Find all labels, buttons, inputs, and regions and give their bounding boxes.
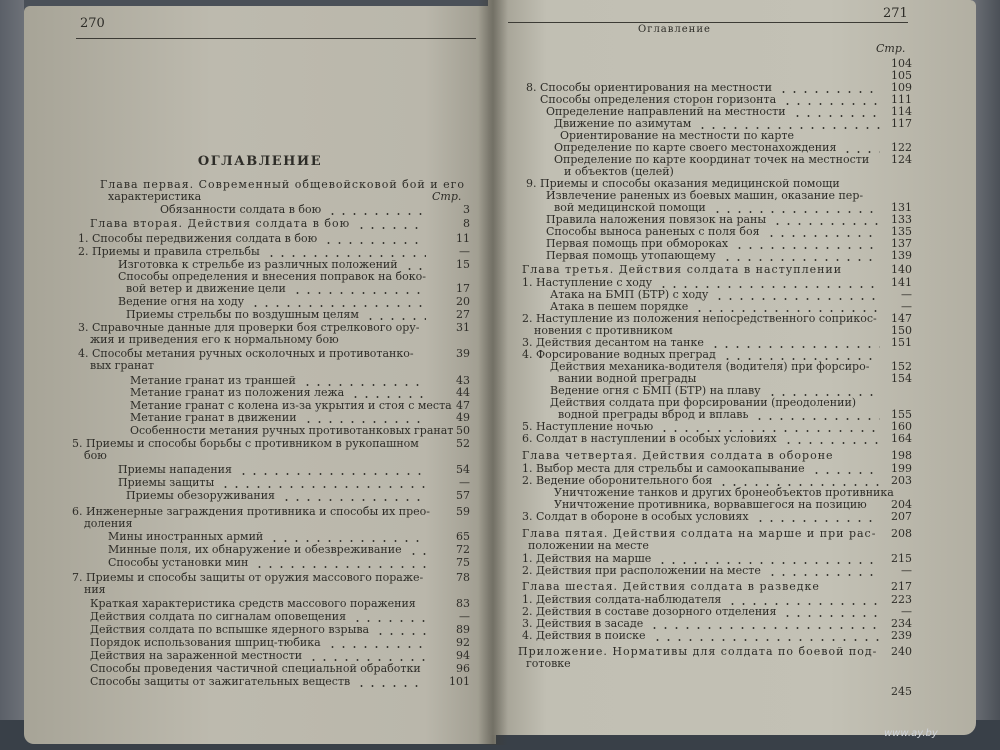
leader-dots [308,659,426,661]
toc-page-number: 152 [891,360,912,373]
toc-entry: Глава пятая. Действия солдата на марше и при рас- [522,527,877,540]
toc-page-number: 17 [456,282,470,295]
leader-dots [250,305,426,307]
toc-entry: Изготовка к стрельбе из различных положений [118,258,398,271]
toc-entry: Метание гранат из положения лежа [130,386,345,399]
toc-page-number: 122 [891,141,912,154]
toc-page-number: 39 [456,347,470,360]
leader-dots [754,418,880,420]
toc-page-number: 109 [891,81,912,94]
toc-entry: Глава третья. Действия солдата в наступлении [522,263,843,276]
toc-page-number: 94 [456,649,470,662]
toc-page-number: 217 [891,580,912,593]
leader-dots [767,574,880,576]
toc-page-number: 75 [456,556,470,569]
left-page [24,6,496,744]
toc-page-number: 111 [891,93,912,106]
header-rule-left [76,38,476,39]
toc-entry: Способы защиты от зажигательных веществ [90,675,351,688]
leader-dots [238,473,426,475]
leader-dots [266,255,426,257]
watermark: www.ay.by [884,728,938,739]
toc-page-number: 240 [891,645,912,658]
toc-page-number: 44 [456,386,470,399]
leader-dots [356,227,426,229]
toc-page-number: 239 [891,629,912,642]
toc-entry: 4. Способы метания ручных осколочных и противотанко- [78,347,414,360]
toc-entry: 4. Действия в поиске [522,629,646,642]
toc-entry: Извлечение раненых из боевых машин, оказание пер- [546,189,864,202]
toc-page-number: 164 [891,432,912,445]
toc-entry: Метание гранат из траншей [130,374,296,387]
leader-dots [772,223,880,225]
toc-entry: Действия механика-водителя (водителя) при форсиро- [550,360,870,373]
toc-entry: Приемы нападения [118,463,232,476]
toc-page-number: — [459,245,470,258]
toc-page-number: 101 [449,675,470,688]
toc-page-number: — [901,564,912,577]
toc-entry: новения с противником [534,324,673,337]
toc-entry: 4. Форсирование водных преград [522,348,716,361]
toc-entry: Способы выноса раненых с поля боя [546,225,760,238]
toc-page-number: 72 [456,543,470,556]
toc-page-number: 52 [456,437,470,450]
toc-entry: 3. Действия в засаде [522,617,644,630]
leader-dots [254,566,426,568]
toc-entry: Правила наложения повязок на раны [546,213,767,226]
toc-page-number: 104 [891,57,912,70]
toc-page-number: 160 [891,420,912,433]
toc-entry: 3. Солдат в обороне в особых условиях [522,510,749,523]
toc-entry: Движение по азимутам [554,117,692,130]
toc-page-number: 135 [891,225,912,238]
toc-page-number: 50 [456,424,470,437]
toc-entry: 1. Способы передвижения солдата в бою [78,232,318,245]
toc-entry: Атака на БМП (БТР) с ходу [550,288,709,301]
leader-dots [220,486,426,488]
toc-entry: Приемы защиты [118,476,215,489]
toc-entry: 6. Солдат в наступлении в особых условиях [522,432,777,445]
toc-entry: 7. Приемы и способы защиты от оружия массового пораже- [72,571,424,584]
toc-entry: Определение направлений на местности [546,105,786,118]
toc-entry: Первая помощь при обмороках [546,237,729,250]
toc-page-number: 105 [891,69,912,82]
toc-page-number: 208 [891,527,912,540]
toc-entry: 2. Ведение оборонительного боя [522,474,713,487]
toc-page-number: — [901,300,912,313]
toc-entry: Способы определения и внесения поправок на боко- [118,270,426,283]
toc-page-number: 151 [891,336,912,349]
toc-entry: 1. Действия солдата-наблюдателя [522,593,722,606]
toc-entry: 2. Действия при расположении на месте [522,564,761,577]
toc-page-number: 15 [456,258,470,271]
toc-entry: доления [84,517,133,530]
toc-page-number: 155 [891,408,912,421]
page-column-label-left: Стр. [432,190,462,203]
toc-entry: Глава шестая. Действия солдата в разведке [522,580,820,593]
leader-dots [327,213,426,215]
toc-entry: Ориентирование на местности по карте [560,129,794,142]
toc-page-number: 57 [456,489,470,502]
leader-dots [352,620,426,622]
toc-page-number: 3 [463,203,470,216]
book-spine-shadow [478,0,508,745]
leader-dots [408,553,426,555]
table-surface-left [0,0,24,750]
page-number-left: 270 [80,16,105,31]
toc-entry: Способы установки мин [108,556,249,569]
toc-entry: Краткая характеристика средств массового поражения [90,597,416,610]
toc-entry: 3. Действия десантом на танке [522,336,704,349]
right-page [488,0,976,735]
leader-dots [303,421,426,423]
toc-entry: Приемы обезоруживания [126,489,275,502]
toc-page-number: — [901,605,912,618]
toc-entry: 2. Действия в составе дозорного отделения [522,605,777,618]
toc-entry: жия и приведения его к нормальному бою [90,333,339,346]
toc-entry: Порядок использования шприц-тюбика [90,636,321,649]
toc-page-number: 133 [891,213,912,226]
toc-entry: Действия солдата при форсировании (преодолении) [550,396,857,409]
toc-entry: вой медицинской помощи [554,201,706,214]
toc-page-number: 114 [891,105,912,118]
toc-entry: 3. Справочные данные для проверки боя стрелкового ору- [78,321,420,334]
toc-page-number: 140 [891,263,912,276]
toc-entry: Действия солдата по сигналам оповещения [90,610,347,623]
toc-page-number: 96 [456,662,470,675]
toc-entry: Уничтожение танков и других бронеобъектов противника [554,486,894,499]
toc-page-number: — [459,610,470,623]
header-rule-right [508,22,908,23]
toc-entry: ния [84,583,106,596]
toc-page-number: 137 [891,237,912,250]
toc-entry: Первая помощь утопающему [546,249,716,262]
leader-dots [375,633,426,635]
leader-dots [323,242,426,244]
toc-page-number: 83 [456,597,470,610]
toc-page-number: 154 [891,372,912,385]
toc-entry: и объектов (целей) [564,165,674,178]
toc-entry: 9. Приемы и способы оказания медицинской помощи [526,177,840,190]
running-head: Оглавление [638,24,711,35]
leader-dots [755,520,880,522]
leader-dots [778,91,880,93]
toc-entry: 2. Наступление из положения непосредственного соприкос- [522,312,877,325]
toc-page-number: 150 [891,324,912,337]
toc-entry: вой ветер и движение цели [126,282,286,295]
toc-entry: Обязанности солдата в бою [160,203,322,216]
toc-entry: характеристика [108,190,202,203]
toc-page-number: 27 [456,308,470,321]
toc-entry: бою [84,449,107,462]
toc-entry: Способы проведения частичной специальной обработки [90,662,421,675]
toc-entry: Минные поля, их обнаружение и обезвреживание [108,543,402,556]
toc-page-number: 117 [891,117,912,130]
toc-entry: Глава вторая. Действия солдата в бою [90,217,351,230]
toc-entry: Глава первая. Современный общевойсковой бой и его [100,178,465,191]
toc-page-number: 78 [456,571,470,584]
toc-page-number: 89 [456,623,470,636]
toc-page-number: 20 [456,295,470,308]
toc-entry: вании водной преграды [558,372,697,385]
leader-dots [365,318,426,320]
page-column-label-right: Стр. [876,42,906,55]
toc-page-number: 215 [891,552,912,565]
toc-page-number: 92 [456,636,470,649]
toc-entry: 1. Действия на марше [522,552,652,565]
leader-dots [292,292,426,294]
toc-page-number: 141 [891,276,912,289]
toc-entry: Действия на зараженной местности [90,649,303,662]
toc-entry: Метание гранат в движении [130,411,297,424]
toc-entry: 1. Выбор места для стрельбы и самоокапывание [522,462,805,475]
toc-entry: Способы определения сторон горизонта [540,93,777,106]
leader-dots [782,103,880,105]
toc-entry: 5. Наступление ночью [522,420,654,433]
toc-page-number: 11 [456,232,470,245]
leader-dots [792,115,880,117]
toc-title: ОГЛАВЛЕНИЕ [197,154,323,169]
toc-page-number: 8 [463,217,470,230]
toc-entry: Приложение. Нормативы для солдата по боевой под- [518,645,878,658]
toc-page-number: 47 [456,399,470,412]
toc-page-number: 131 [891,201,912,214]
leader-dots [710,346,880,348]
toc-page-number: 207 [891,510,912,523]
toc-entry: Особенности метания ручных противотанковых гранат [130,424,454,437]
toc-entry: Метание гранат с колена из-за укрытия и стоя с места [130,399,452,412]
toc-page-number: 245 [891,685,912,698]
toc-page-number: 49 [456,411,470,424]
toc-entry: 1. Наступление с ходу [522,276,653,289]
toc-entry: Ведение огня с БМП (БТР) на плаву [550,384,761,397]
table-surface-right [972,0,1000,750]
leader-dots [722,259,880,261]
leader-dots [652,639,880,641]
toc-entry: Действия солдата по вспышке ядерного взрыва [90,623,370,636]
leader-dots [782,615,880,617]
leader-dots [281,499,426,501]
leader-dots [327,646,426,648]
toc-entry: водной преграды вброд и вплавь [558,408,749,421]
toc-entry: 8. Способы ориентирования на местности [526,81,773,94]
toc-entry: Атака в пешем порядке [550,300,689,313]
toc-page-number: 124 [891,153,912,166]
toc-entry: Мины иностранных армий [108,530,264,543]
toc-entry: 5. Приемы и способы борьбы с противником в рукопашном [72,437,419,450]
leader-dots [269,540,426,542]
toc-page-number: 139 [891,249,912,262]
toc-page-number: 59 [456,505,470,518]
toc-page-number: 234 [891,617,912,630]
toc-page-number: 31 [456,321,470,334]
toc-entry: 6. Инженерные заграждения противника и способы их прео- [72,505,430,518]
leader-dots [714,298,880,300]
toc-page-number: 204 [891,498,912,511]
leader-dots [649,627,880,629]
toc-page-number: 199 [891,462,912,475]
toc-entry: Уничтожение противника, ворвавшегося на позицию [554,498,867,511]
leader-dots [811,472,880,474]
leader-dots [356,685,426,687]
toc-entry: Приемы стрельбы по воздушным целям [126,308,359,321]
page-number-right: 271 [883,6,908,21]
toc-entry: вых гранат [90,359,154,372]
leader-dots [350,396,426,398]
leader-dots [766,235,880,237]
toc-page-number: — [459,476,470,489]
toc-entry: Ведение огня на ходу [118,295,245,308]
toc-entry: положении на месте [528,539,649,552]
toc-entry: Определение по карте координат точек на местности [554,153,870,166]
leader-dots [783,442,880,444]
toc-page-number: 43 [456,374,470,387]
toc-entry: готовке [526,657,571,670]
toc-page-number: 198 [891,449,912,462]
toc-page-number: 147 [891,312,912,325]
toc-page-number: 223 [891,593,912,606]
toc-page-number: 65 [456,530,470,543]
toc-page-number: — [901,288,912,301]
toc-entry: Определение по карте своего местонахождения [554,141,837,154]
leader-dots [734,247,880,249]
toc-entry: 2. Приемы и правила стрельбы [78,245,260,258]
toc-entry: Глава четвертая. Действия солдата в обороне [522,449,834,462]
toc-page-number: 203 [891,474,912,487]
toc-page-number: 54 [456,463,470,476]
